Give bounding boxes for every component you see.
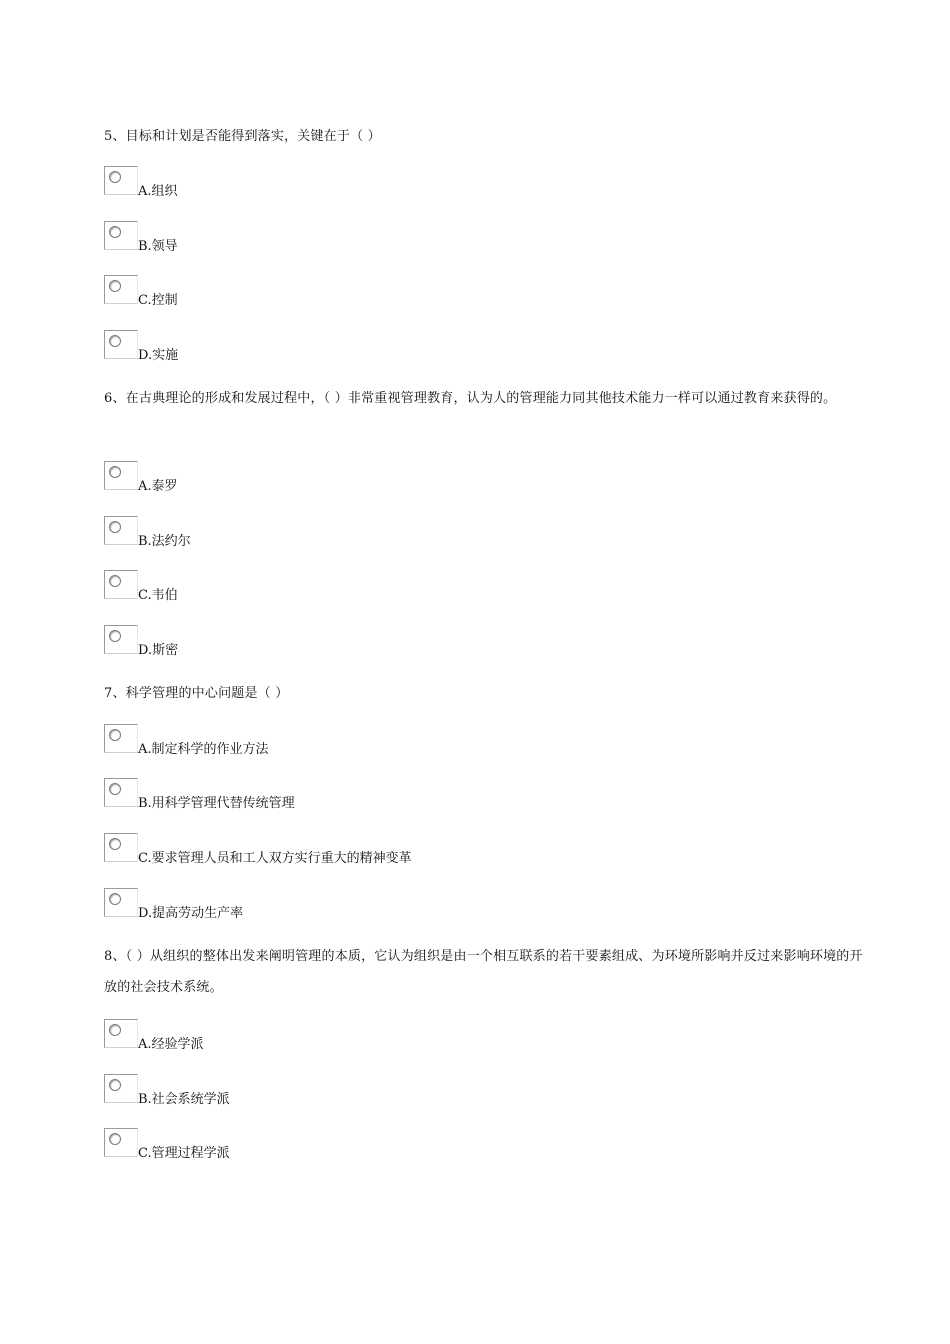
question-7-text: 7、科学管理的中心问题是（ ）: [104, 686, 289, 701]
question-6-option-b[interactable]: [104, 516, 504, 550]
question-6-option-c[interactable]: [104, 570, 504, 604]
question-6-option-d[interactable]: [104, 625, 504, 659]
radio-button[interactable]: [104, 461, 138, 490]
question-6-option-a[interactable]: [104, 461, 504, 495]
option-label: A.泰罗: [138, 479, 178, 494]
question-7-option-c[interactable]: [104, 833, 504, 867]
radio-button[interactable]: [104, 166, 138, 195]
question-8-option-b[interactable]: [104, 1074, 504, 1108]
radio-button[interactable]: [104, 888, 138, 917]
question-5-option-a[interactable]: [104, 166, 504, 200]
option-label: A.经验学派: [138, 1037, 204, 1052]
question-5-option-c[interactable]: [104, 275, 504, 309]
option-label: D.斯密: [138, 643, 179, 658]
option-label: A.组织: [138, 184, 178, 199]
radio-circle-icon: [109, 335, 121, 347]
radio-button[interactable]: [104, 625, 138, 654]
option-label: C.控制: [138, 293, 178, 308]
radio-circle-icon: [109, 893, 121, 905]
radio-circle-icon: [109, 729, 121, 741]
radio-circle-icon: [109, 521, 121, 533]
radio-circle-icon: [109, 1133, 121, 1145]
question-8-text: 8、（ ）从组织的整体出发来阐明管理的本质，它认为组织是由一个相互联系的若干要素组成、为环境所影响并反过来影响环境的开放的社会技术系统。: [104, 949, 863, 995]
radio-button[interactable]: [104, 778, 138, 807]
radio-button[interactable]: [104, 570, 138, 599]
radio-button[interactable]: [104, 1019, 138, 1048]
radio-circle-icon: [109, 466, 121, 478]
option-label: C.要求管理人员和工人双方实行重大的精神变革: [138, 851, 412, 866]
question-7-option-a[interactable]: [104, 724, 504, 758]
question-5-option-d[interactable]: [104, 330, 504, 364]
question-5-text: 5、目标和计划是否能得到落实，关键在于（ ）: [104, 129, 381, 144]
radio-circle-icon: [109, 575, 121, 587]
question-8-option-a[interactable]: [104, 1019, 504, 1053]
radio-circle-icon: [109, 630, 121, 642]
option-label: A.制定科学的作业方法: [138, 742, 269, 757]
radio-circle-icon: [109, 226, 121, 238]
radio-circle-icon: [109, 280, 121, 292]
option-label: D.提高劳动生产率: [138, 906, 244, 921]
option-label: B.社会系统学派: [138, 1092, 230, 1107]
question-7-option-b[interactable]: [104, 778, 504, 812]
radio-circle-icon: [109, 838, 121, 850]
radio-button[interactable]: [104, 833, 138, 862]
question-6-text: 6、在古典理论的形成和发展过程中，（ ）非常重视管理教育，认为人的管理能力同其他技术能力一样可以通过教育来获得的。: [104, 391, 837, 406]
radio-circle-icon: [109, 1079, 121, 1091]
question-5-option-b[interactable]: [104, 221, 504, 255]
option-label: B.法约尔: [138, 534, 191, 549]
radio-button[interactable]: [104, 1074, 138, 1103]
option-label: B.领导: [138, 239, 178, 254]
radio-circle-icon: [109, 171, 121, 183]
radio-circle-icon: [109, 783, 121, 795]
radio-circle-icon: [109, 1024, 121, 1036]
radio-button[interactable]: [104, 1128, 138, 1157]
radio-button[interactable]: [104, 516, 138, 545]
question-8-option-c[interactable]: [104, 1128, 504, 1162]
radio-button[interactable]: [104, 275, 138, 304]
option-label: C.管理过程学派: [138, 1146, 230, 1161]
radio-button[interactable]: [104, 221, 138, 250]
option-label: C.韦伯: [138, 588, 178, 603]
question-7-option-d[interactable]: [104, 888, 504, 922]
option-label: D.实施: [138, 348, 179, 363]
option-label: B.用科学管理代替传统管理: [138, 796, 295, 811]
radio-button[interactable]: [104, 724, 138, 753]
radio-button[interactable]: [104, 330, 138, 359]
